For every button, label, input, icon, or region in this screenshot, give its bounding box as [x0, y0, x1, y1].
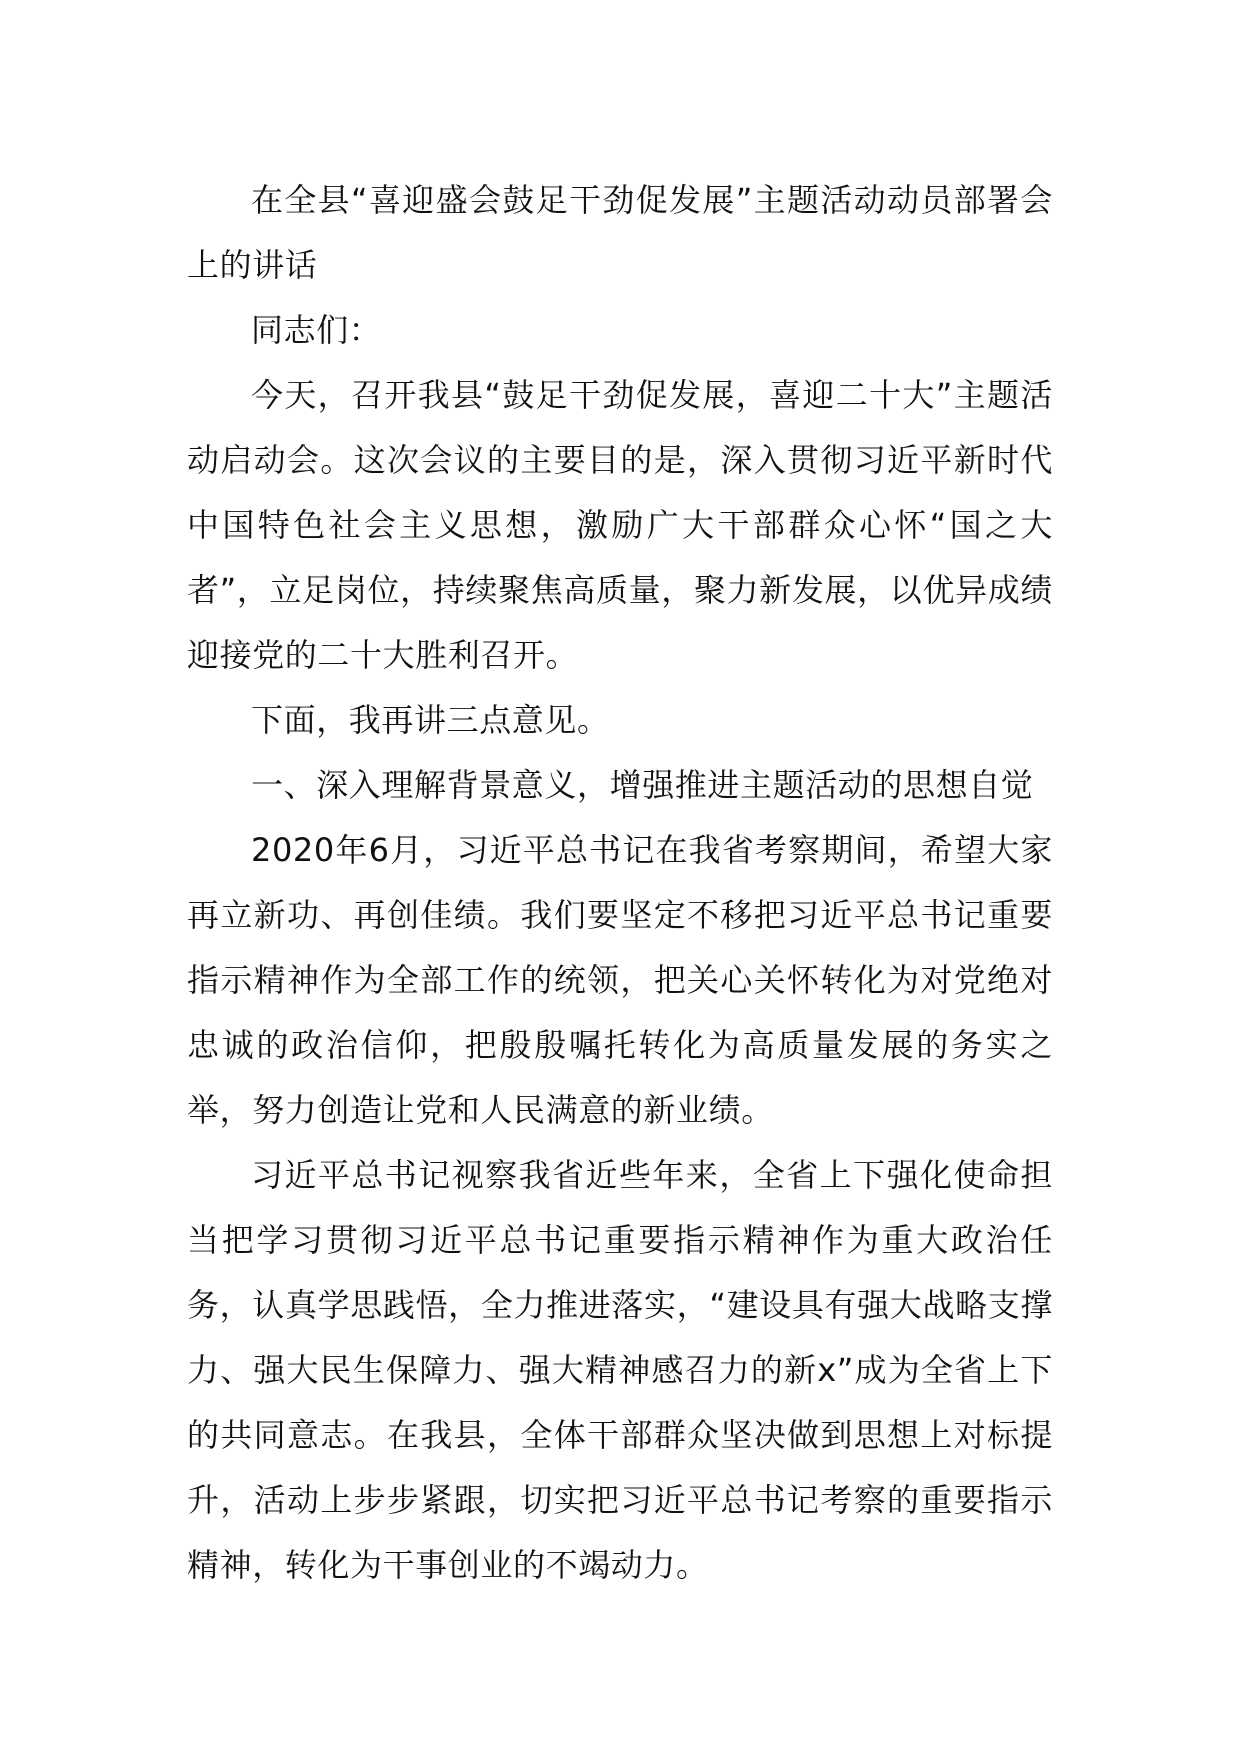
- section-paragraph-background: 2020年6月，习近平总书记在我省考察期间，希望大家再立新功、再创佳绩。我们要坚定不移把习近平总书记重要指示精神作为全部工作的统领，把关心关怀转化为对党绝对忠诚的政治信仰，把殷殷嘱托转化为高质量发展的务实之举，努力创造让党和人民满意的新业绩。: [187, 831, 1053, 1129]
- body-paragraph-transition: 下面，我再讲三点意见。: [251, 701, 610, 739]
- section-paragraph-implementation: 习近平总书记视察我省近些年来，全省上下强化使命担当把学习贯彻习近平总书记重要指示精神作为重大政治任务，认真学思践悟，全力推进落实，“建设具有强大战略支撑力、强大民生保障力、强大精神感召力的新x”成为全省上下的共同意志。在我县，全体干部群众坚决做到思想上对标提升，活动上步步紧跟，切实把习近平总书记考察的重要指示精神，转化为干事创业的不竭动力。: [187, 1156, 1053, 1584]
- salutation: 同志们：: [251, 311, 382, 349]
- speech-title: 在全县“喜迎盛会鼓足干劲促发展”主题活动动员部署会上的讲话: [187, 181, 1053, 284]
- body-paragraph-opening: 今天，召开我县“鼓足干劲促发展，喜迎二十大”主题活动启动会。这次会议的主要目的是，深入贯彻习近平新时代中国特色社会主义思想，激励广大干部群众心怀“国之大者”，立足岗位，持续聚焦高质量，聚力新发展，以优异成绩迎接党的二十大胜利召开。: [187, 376, 1053, 674]
- section-heading: 一、深入理解背景意义，增强推进主题活动的思想自觉: [251, 766, 1034, 804]
- document-body: [187, 168, 1053, 1598]
